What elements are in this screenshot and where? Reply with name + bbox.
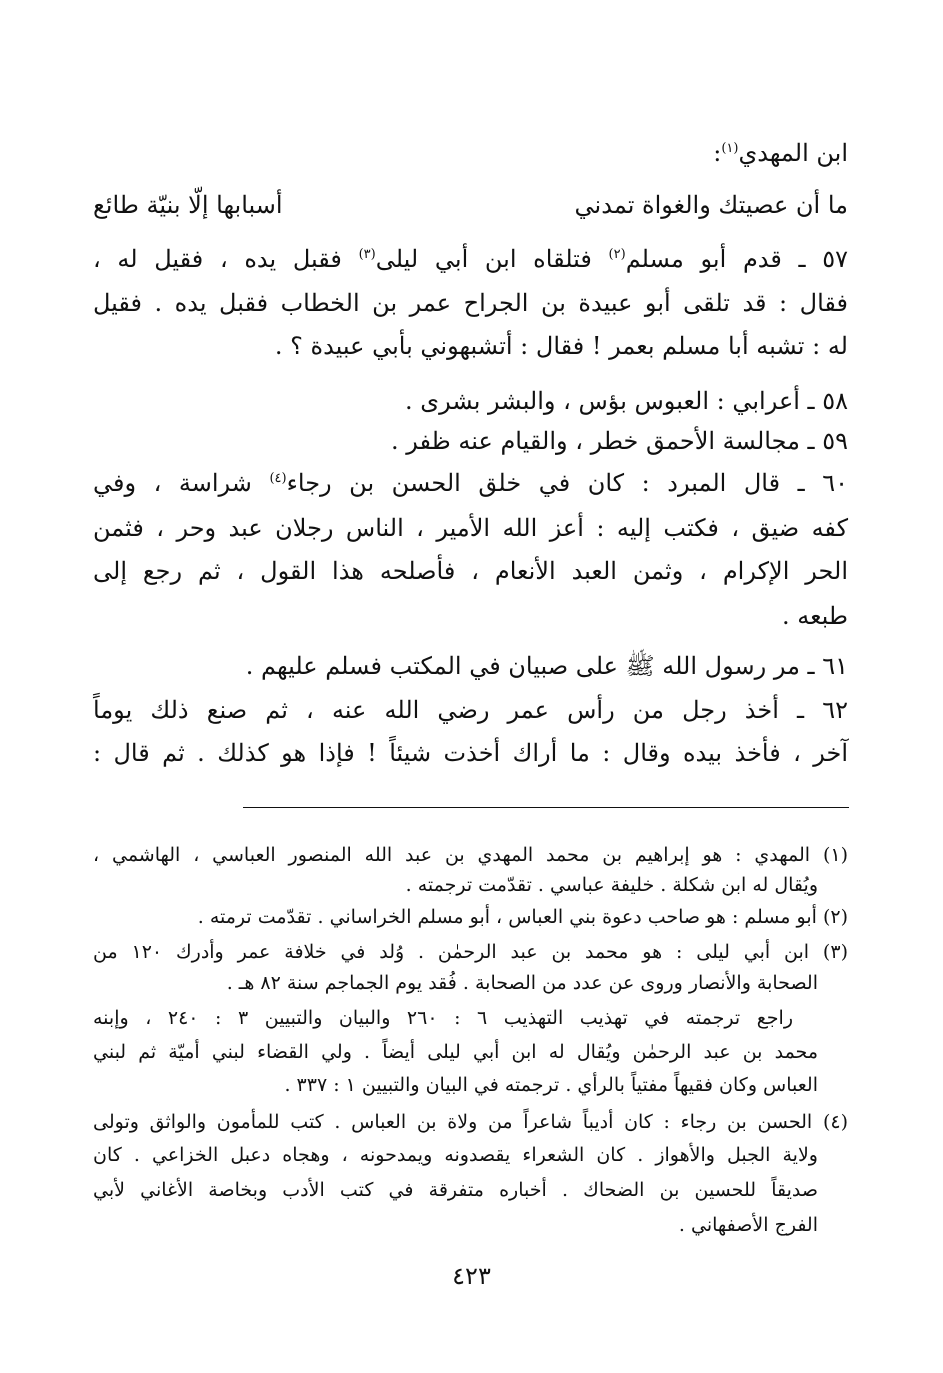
- footnote-line: محمد بن عبد الرحمٰن ويُقال له ابن أبي ليلى أيضاً . ولي القضاء لبني أميّة ثم لبني: [93, 1041, 818, 1063]
- text-line: آخر ، فأخذ بيده وقال : ما أراك أخذت شيئاً ! فإذا هو كذلك . ثم قال :: [93, 739, 848, 767]
- text-line: له : تشبه أبا مسلم بعمر ! فقال : أتشبهوني بأبي عبيدة ؟ .: [274, 332, 848, 360]
- text-line-59: ٥٩ ـ مجالسة الأحمق خطر ، والقيام عنه ظفر .: [391, 427, 848, 455]
- text-line-60: [93, 466, 848, 500]
- footnote-separator: [243, 807, 849, 808]
- footnote-ref: (٤): [269, 471, 287, 486]
- text-line-62: ٦٢ ـ أخذ رجل من رأس عمر رضي الله عنه ، ثم صنع ذلك يوماً: [93, 696, 848, 724]
- footnote-text: ابن أبي ليلى : هو محمد بن عبد الرحمٰن . وُلد في خلافة عمر وأدرك ١٢٠ من: [93, 941, 810, 963]
- footnote-line: العباس وكان فقيهاً مفتياً بالرأي . ترجمته في البيان والتبيين ١ : ٣٣٧ .: [284, 1074, 818, 1096]
- footnote-3: [93, 937, 848, 967]
- footnote-line: الفرج الأصفهاني .: [678, 1214, 818, 1236]
- footnote-ref: (١): [721, 141, 739, 156]
- text-span: فتلقاه ابن أبي ليلى: [375, 245, 609, 273]
- footnote-ref: (٣): [358, 247, 376, 262]
- speaker-name: ابن المهدي: [738, 139, 848, 167]
- footnote-number: (٣): [822, 941, 848, 963]
- footnote-line: ويُقال له ابن شكلة . خليفة عباسي . تقدّمت ترجمته .: [405, 874, 818, 896]
- footnote-number: (٢): [822, 906, 848, 928]
- poem-intro: [93, 136, 848, 170]
- footnote-4: [93, 1107, 848, 1137]
- text-span: ٥٧ ـ قدم أبو مسلم: [625, 245, 849, 273]
- verse-hemistich-second: أسبابها إلّا بنيّة طائع: [93, 191, 283, 219]
- colon: :: [713, 139, 722, 167]
- footnote-text: أبو مسلم : هو صاحب دعوة بني العباس ، أبو مسلم الخراساني . تقدّمت ترمته .: [197, 906, 817, 928]
- footnote-line: ولاية الجبل والأهواز . كان الشعراء يقصدونه ويمدحونه ، وهجاه دعبل الخزاعي . كان: [93, 1144, 818, 1166]
- footnote-line: راجع ترجمته في تهذيب التهذيب ٦ : ٢٦٠ والبيان والتبيين ٣ : ٢٤٠ ، وإبنه: [93, 1007, 794, 1029]
- footnote-number: (١): [822, 844, 848, 866]
- text-span: ٦٠ ـ قال المبرد : كان في خلق الحسن بن رجاء: [286, 469, 849, 497]
- footnote-number: (٤): [822, 1111, 848, 1133]
- footnote-text: الحسن بن رجاء : كان أديباً شاعراً من ولاة بن العباس . كتب للمأمون والواثق وتولى: [93, 1111, 813, 1133]
- text-line-58: ٥٨ ـ أعرابي : العبوس بؤس ، والبشر بشرى .: [405, 387, 848, 415]
- footnote-ref: (٢): [608, 247, 626, 262]
- text-span: شراسة ، وفي: [93, 469, 270, 497]
- text-line-57: [93, 242, 848, 276]
- text-line: طبعه .: [781, 602, 848, 630]
- footnote-line: الصحابة والأنصار وروى عن عدد من الصحابة . فُقد يوم الجماجم سنة ٨٢ هـ .: [226, 972, 818, 994]
- footnote-2: [93, 902, 848, 932]
- verse-hemistich-first: ما أن عصيتك والغواة تمدني: [574, 191, 848, 219]
- text-line-61: ٦١ ـ مر رسول الله ﷺ على صبيان في المكتب فسلم عليهم .: [245, 652, 848, 680]
- text-span: فقبل يده ، فقيل له ،: [93, 245, 359, 273]
- footnote-1: [93, 840, 848, 870]
- verse-line: [93, 185, 848, 225]
- text-line: كفه ضيق ، فكتب إليه : أعز الله الأمير ، الناس رجلان عبد وحر ، فثمن: [93, 514, 849, 542]
- text-line: فقال : قد تلقى أبو عبيدة بن الجراح عمر بن الخطاب فقبل يده . فقيل: [93, 289, 848, 317]
- text-line: الحر الإكرام ، وثمن العبد الأنعام ، فأصلحه هذا القول ، ثم رجع إلى: [93, 557, 848, 585]
- footnote-line: صديقاً للحسين بن الضحاك . أخباره متفرقة في كتب الأدب وبخاصة الأغاني لأبي: [93, 1179, 818, 1201]
- footnote-text: المهدي : هو إبراهيم بن محمد المهدي بن عبد الله المنصور العباسي ، الهاشمي ،: [93, 844, 811, 866]
- page-number: ٤٢٣: [452, 1262, 491, 1290]
